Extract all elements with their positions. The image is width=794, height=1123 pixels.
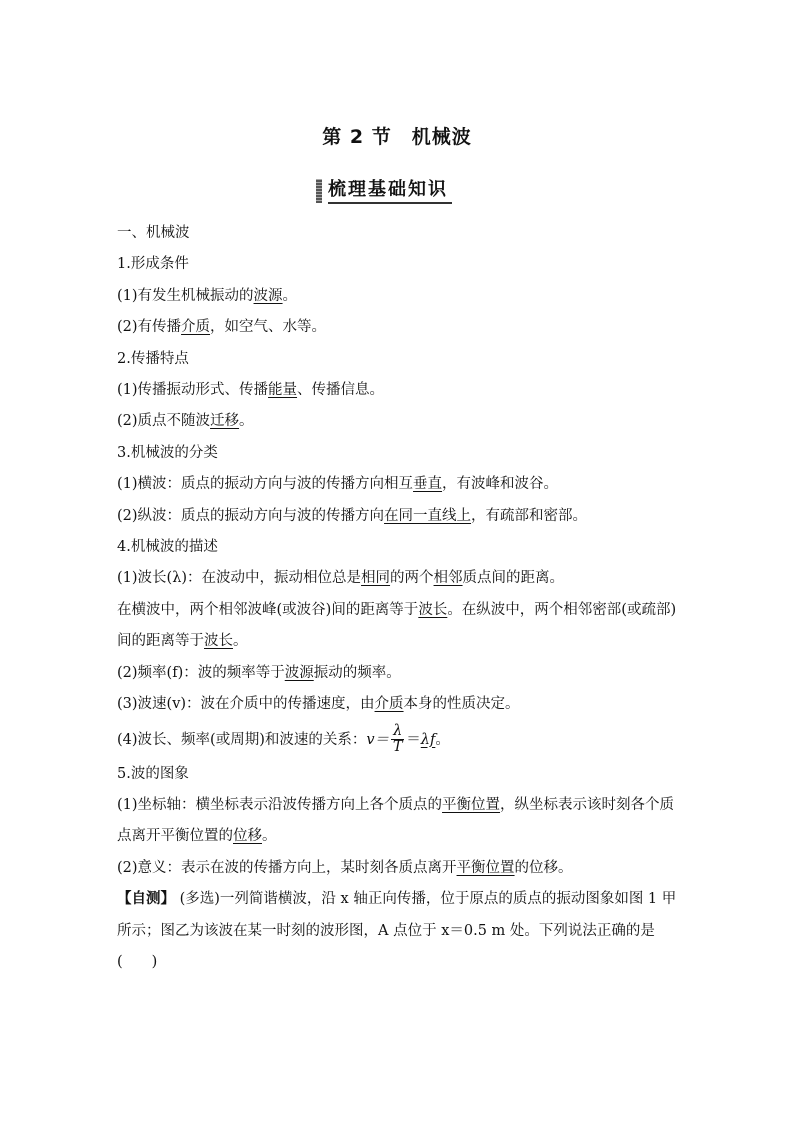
paragraph: (2)意义：表示在波的传播方向上，某时刻各质点离开平衡位置的位移。 xyxy=(117,859,573,876)
subheading-propagation: 2.传播特点 xyxy=(117,350,189,367)
subheading-description: 4.机械波的描述 xyxy=(117,539,218,556)
banner-text: 梳理基础知识 xyxy=(328,178,452,204)
underlined-answer: 在同一直线上 xyxy=(384,507,472,524)
formula-v: v＝ xyxy=(366,731,390,748)
underlined-answer: 介质 xyxy=(374,696,404,713)
underlined-answer: 能量 xyxy=(268,382,298,399)
underlined-answer: 垂直 xyxy=(413,476,443,493)
underlined-answer: 波长 xyxy=(418,601,448,618)
self-test-text: (多选)一列简谐横波，沿 x 轴正向传播，位于原点的质点的振动图象如图 1 甲所示；图乙为该波在某一时刻的波形图，A 点位于 x＝0.5 m 处。下列说法正确的是( ) xyxy=(117,891,677,970)
underlined-answer: 迁移 xyxy=(210,413,240,430)
paragraph: (1)坐标轴：横坐标表示沿波传播方向上各个质点的平衡位置，纵坐标表示该时刻各个质点离开平衡位置的位移。 xyxy=(117,796,675,845)
content-body xyxy=(117,218,683,978)
paragraph: (2)频率(f)：波的频率等于波源振动的频率。 xyxy=(117,664,401,681)
fraction-denominator: T xyxy=(392,739,403,755)
paragraph: (3)波速(v)：波在介质中的传播速度，由介质本身的性质决定。 xyxy=(117,696,520,713)
heading-mechanical-wave: 一、机械波 xyxy=(117,225,190,241)
paragraph: (2)质点不随波迁移。 xyxy=(117,413,254,430)
underlined-answer: 波源 xyxy=(253,287,283,304)
banner-bar-icon xyxy=(316,179,322,203)
underlined-answer: λf xyxy=(420,731,436,748)
underlined-answer: 相同 xyxy=(361,570,391,587)
subheading-formation: 1.形成条件 xyxy=(117,256,189,273)
subheading-wave-graph: 5.波的图象 xyxy=(117,765,189,782)
paragraph: (2)有传播介质，如空气、水等。 xyxy=(117,319,327,336)
underlined-answer: 介质 xyxy=(181,319,211,336)
underlined-answer: 波源 xyxy=(284,664,314,681)
section-title: 第 2 节 机械波 xyxy=(322,126,472,148)
fraction xyxy=(391,724,404,755)
self-test-label: 【自测】 xyxy=(117,891,175,908)
paragraph: 在横波中，两个相邻波峰(或波谷)间的距离等于波长。在纵波中，两个相邻密部(或疏部)间的距离等于波长。 xyxy=(117,601,677,650)
paragraph: (1)波长(λ)：在波动中，振动相位总是相同的两个相邻质点间的距离。 xyxy=(117,570,565,587)
self-test-question xyxy=(117,884,683,978)
subheading-classification: 3.机械波的分类 xyxy=(117,444,218,461)
underlined-answer: 平衡位置 xyxy=(442,796,501,813)
paragraph: (2)纵波：质点的振动方向与波的传播方向在同一直线上，有疏部和密部。 xyxy=(117,507,588,524)
underlined-answer: 波长 xyxy=(204,633,233,650)
underlined-answer: 位移 xyxy=(233,828,262,845)
paragraph-formula: (4)波长、频率(或周期)和波速的关系：v＝ $\frac{\lambda}{T}$ ＝λf。 xyxy=(117,723,450,755)
paragraph: (1)横波：质点的振动方向与波的传播方向相互垂直，有波峰和波谷。 xyxy=(117,476,559,493)
underlined-answer: 相邻 xyxy=(433,570,463,587)
paragraph: (1)有发生机械振动的波源。 xyxy=(117,287,298,304)
section-banner xyxy=(316,177,452,205)
fraction-numerator: λ xyxy=(393,723,403,739)
underlined-answer: 平衡位置 xyxy=(456,859,515,876)
paragraph: (1)传播振动形式、传播能量、传播信息。 xyxy=(117,382,385,399)
